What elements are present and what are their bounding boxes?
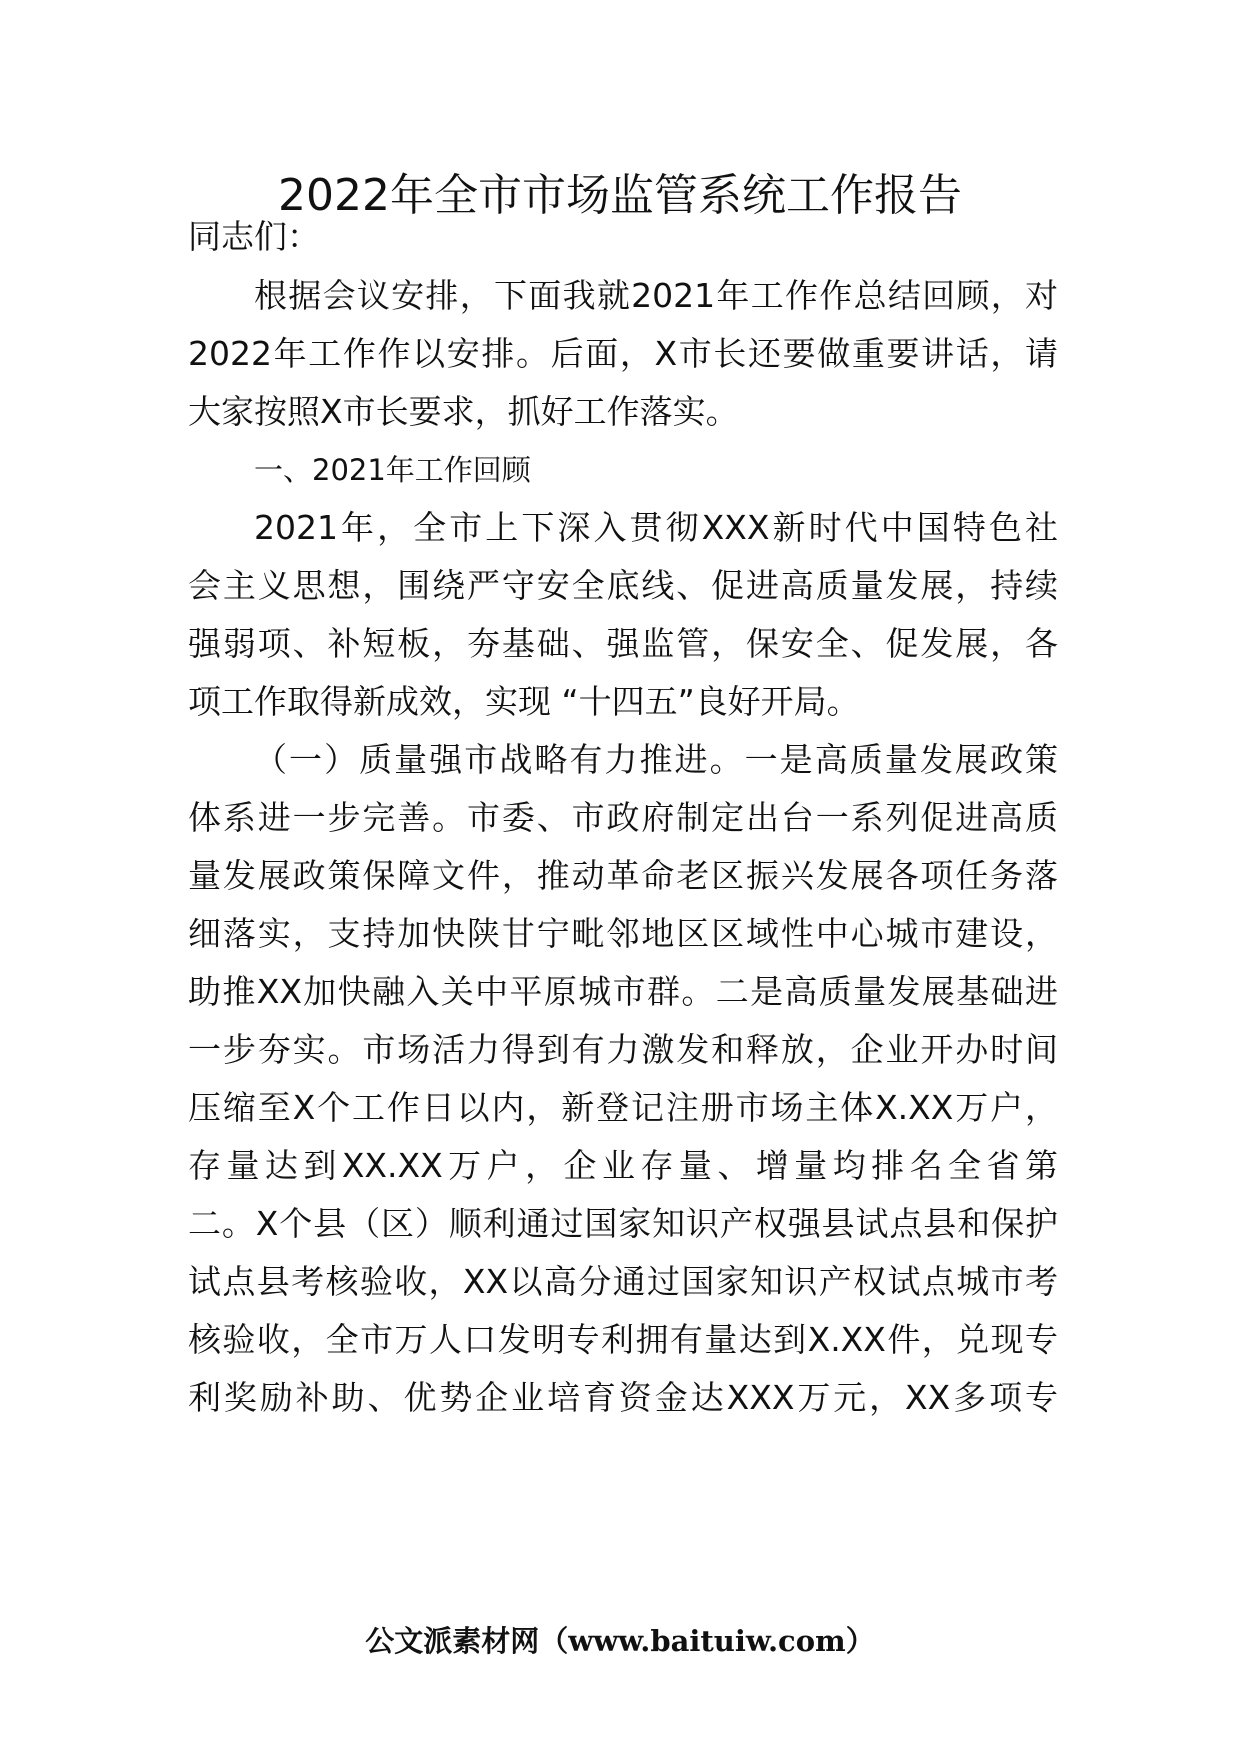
paragraph-3-line-10: 试点县考核验收，XX以高分通过国家知识产权试点城市考 [188,1262,1058,1301]
watermark-footer: 公文派素材网（www.baituiw.com） [365,1624,875,1658]
paragraph-1-line-1: 根据会议安排，下面我就2021年工作作总结回顾，对 [254,276,1058,315]
paragraph-2-line-4: 项工作取得新成效，实现 “十四五”良好开局。 [188,682,860,721]
paragraph-2-line-1: 2021年，全市上下深入贯彻XXX新时代中国特色社 [254,508,1058,547]
paragraph-3-line-11: 核验收，全市万人口发明专利拥有量达到X.XX件，兑现专 [188,1320,1058,1359]
salutation: 同志们： [188,217,320,256]
paragraph-2-line-2: 会主义思想，围绕严守安全底线、促进高质量发展，持续 [188,566,1058,605]
paragraph-1-line-3: 大家按照X市长要求，抓好工作落实。 [188,392,739,431]
paragraph-3-line-2: 体系进一步完善。市委、市政府制定出台一系列促进高质 [188,798,1058,837]
paragraph-3-line-4: 细落实，支持加快陕甘宁毗邻地区区域性中心城市建设， [188,914,1058,953]
paragraph-3-line-7: 压缩至X个工作日以内，新登记注册市场主体X.XX万户， [188,1088,1058,1127]
section-heading-1: 一、2021年工作回顾 [254,453,531,487]
paragraph-2-line-3: 强弱项、补短板，夯基础、强监管，保安全、促发展，各 [188,624,1058,663]
paragraph-3-line-3: 量发展政策保障文件，推动革命老区振兴发展各项任务落 [188,856,1058,895]
paragraph-3-line-9: 二。X个县（区）顺利通过国家知识产权强县试点县和保护 [188,1204,1058,1243]
paragraph-3-line-5: 助推XX加快融入关中平原城市群。二是高质量发展基础进 [188,972,1058,1011]
paragraph-3-line-1: （一）质量强市战略有力推进。一是高质量发展政策 [254,740,1058,779]
paragraph-3-line-6: 一步夯实。市场活力得到有力激发和释放，企业开办时间 [188,1030,1058,1069]
paragraph-1-line-2: 2022年工作作以安排。后面，X市长还要做重要讲话，请 [188,334,1058,373]
paragraph-3-line-12: 利奖励补助、优势企业培育资金达XXX万元，XX多项专 [188,1378,1058,1417]
paragraph-3-line-8: 存量达到XX.XX万户，企业存量、增量均排名全省第 [188,1146,1058,1185]
document-title: 2022年全市市场监管系统工作报告 [278,170,962,221]
